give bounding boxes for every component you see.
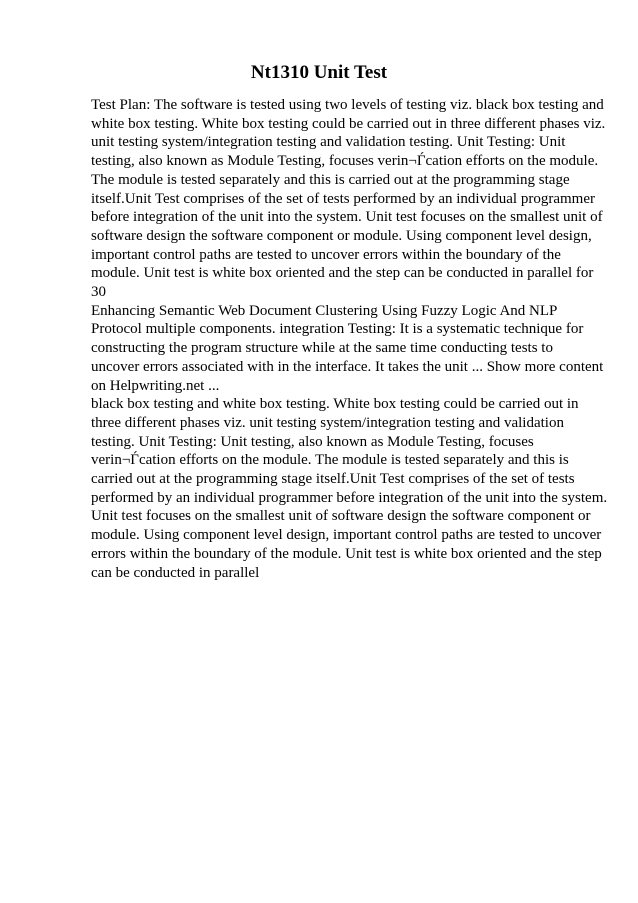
body-line: before integration of the unit into the system. Unit test focuses on the smallest unit of — [91, 209, 603, 226]
body-line: white box testing. White box testing could be carried out in three different phases viz. — [91, 115, 606, 132]
body-line: The module is tested separately and this is carried out at the programming stage — [91, 171, 570, 188]
body-line: on Helpwriting.net ... — [91, 377, 220, 394]
body-line: carried out at the programming stage itself.Unit Test comprises of the set of tests — [91, 471, 575, 488]
body-line: verin¬Ѓcation efforts on the module. The module is tested separately and this is — [91, 452, 569, 469]
body-line: unit testing system/integration testing and validation testing. Unit Testing: Unit — [91, 134, 566, 151]
body-line: 30 — [91, 284, 106, 301]
body-line: Test Plan: The software is tested using two levels of testing viz. black box testing and — [91, 97, 604, 113]
body-line: constructing the program structure while at the same time conducting tests to — [91, 340, 553, 357]
body-line: can be conducted in parallel — [91, 564, 260, 581]
body-line: module. Unit test is white box oriented and the step can be conducted in parallel for — [91, 265, 594, 282]
body-line: Unit test focuses on the smallest unit of software design the software component or — [91, 508, 591, 525]
body-line: black box testing and white box testing. White box testing could be carried out in — [91, 396, 579, 413]
body-line: itself.Unit Test comprises of the set of tests performed by an individual programmer — [91, 190, 595, 207]
document-body — [91, 96, 608, 582]
body-line: Enhancing Semantic Web Document Clustering Using Fuzzy Logic And NLP — [91, 302, 558, 319]
body-line: three different phases viz. unit testing system/integration testing and validation — [91, 414, 564, 431]
body-line: testing, also known as Module Testing, focuses verin¬Ѓcation efforts on the module. — [91, 153, 599, 170]
body-line: performed by an individual programmer before integration of the unit into the system. — [91, 489, 608, 506]
body-line: software design the software component or module. Using component level design, — [91, 227, 592, 244]
body-line: errors within the boundary of the module. Unit test is white box oriented and the step — [91, 545, 602, 562]
body-line: uncover errors associated with in the interface. It takes the unit ... Show more content — [91, 358, 604, 375]
body-line: important control paths are tested to uncover errors within the boundary of the — [91, 246, 561, 263]
body-line: Protocol multiple components. integration Testing: It is a systematic technique for — [91, 321, 584, 338]
body-line: testing. Unit Testing: Unit testing, also known as Module Testing, focuses — [91, 433, 534, 450]
document-title: Nt1310 Unit Test — [250, 62, 388, 83]
body-line: module. Using component level design, important control paths are tested to uncover — [91, 527, 602, 544]
